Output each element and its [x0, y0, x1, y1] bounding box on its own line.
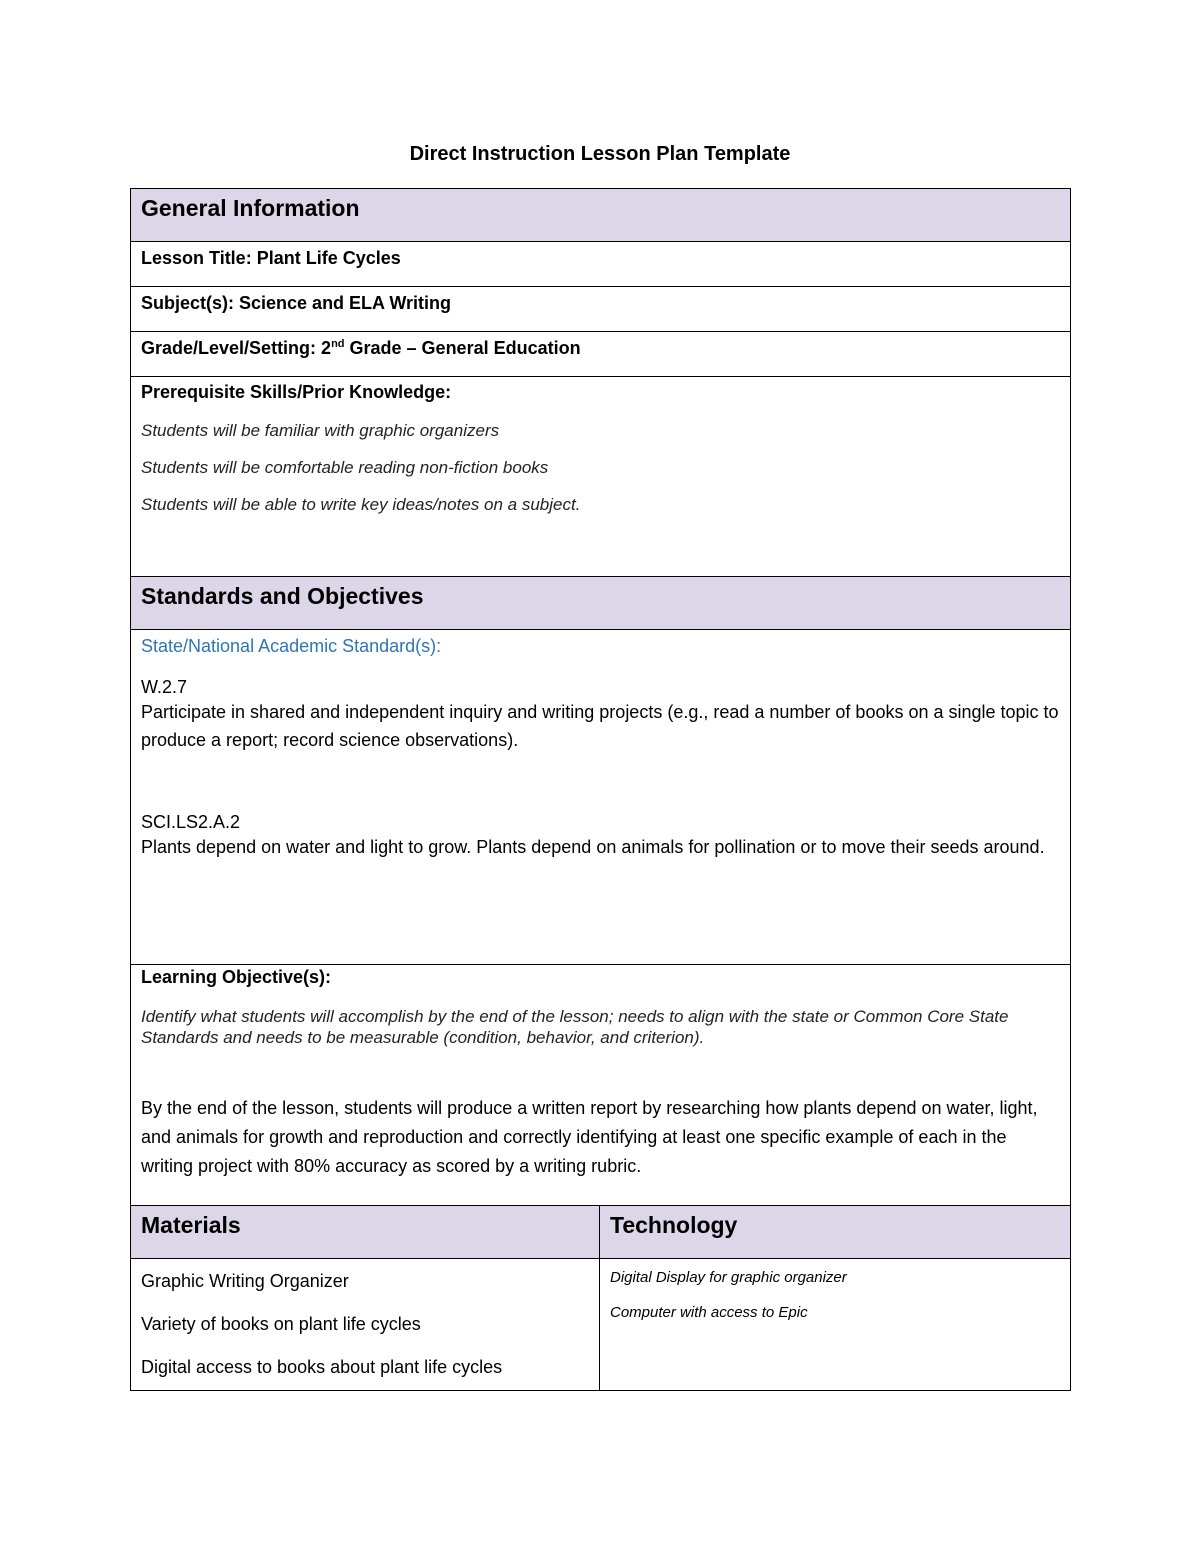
learning-objective-text: By the end of the lesson, students will produce a written report by researching how plants depend on water, light, and animals for growth and reproduction and correctly identifying at least one specific example of each in the writing project with 80% accuracy as scored by a writing rubric.	[141, 1098, 1038, 1176]
lesson-plan-table	[130, 188, 1071, 1391]
technology-item: Digital Display for graphic organizer	[610, 1269, 847, 1286]
learning-objectives-row	[131, 965, 1071, 1206]
standard-text: Plants depend on water and light to grow. Plants depend on animals for pollination or to move their seeds around.	[141, 837, 1045, 857]
lesson-title: Lesson Title: Plant Life Cycles	[141, 248, 401, 268]
subjects-row	[131, 287, 1071, 332]
standards-objectives-header-row	[131, 577, 1071, 630]
materials-list	[131, 1259, 600, 1391]
standard-text: Participate in shared and independent inquiry and writing projects (e.g., read a number of books on a single topic to produce a report; record science observations).	[141, 702, 1059, 750]
grade-suffix: Grade – General Education	[344, 338, 581, 358]
standard-code: SCI.LS2.A.2	[141, 812, 241, 832]
standards-label: State/National Academic Standard(s):	[141, 636, 442, 656]
learning-objective-label: Learning Objective(s):	[141, 967, 332, 987]
materials-technology-row	[131, 1259, 1071, 1391]
technology-header: Technology	[610, 1212, 738, 1238]
prerequisites-row	[131, 377, 1071, 577]
lesson-title-row	[131, 242, 1071, 287]
learning-objective-instructions: Identify what students will accomplish by the end of the lesson; needs to align with the state or Common Core State Standards and needs to be measurable (condition, behavior, and criterion).	[141, 1007, 1009, 1047]
materials-technology-header-row	[131, 1206, 1071, 1259]
material-item: Variety of books on plant life cycles	[141, 1314, 421, 1334]
subjects: Subject(s): Science and ELA Writing	[141, 293, 452, 313]
material-item: Digital access to books about plant life cycles	[141, 1357, 503, 1377]
prerequisite-item: Students will be able to write key ideas/notes on a subject.	[141, 495, 581, 514]
standards-objectives-header: Standards and Objectives	[141, 583, 424, 609]
prerequisite-label: Prerequisite Skills/Prior Knowledge:	[141, 382, 452, 402]
materials-header: Materials	[141, 1212, 241, 1238]
material-item: Graphic Writing Organizer	[141, 1271, 349, 1291]
standards-row	[131, 630, 1071, 965]
grade-prefix: Grade/Level/Setting: 2	[141, 338, 332, 358]
grade-level	[141, 332, 1060, 359]
prerequisite-item: Students will be comfortable reading non-fiction books	[141, 458, 549, 477]
document-title: Direct Instruction Lesson Plan Template	[409, 143, 791, 165]
general-information-header-row	[131, 189, 1071, 242]
standard-code: W.2.7	[141, 677, 188, 697]
grade-superscript: nd	[331, 338, 345, 350]
technology-item: Computer with access to Epic	[610, 1304, 808, 1321]
prerequisite-item: Students will be familiar with graphic organizers	[141, 421, 500, 440]
general-information-header: General Information	[141, 195, 360, 221]
technology-list	[600, 1259, 1071, 1391]
grade-level-row	[131, 332, 1071, 377]
